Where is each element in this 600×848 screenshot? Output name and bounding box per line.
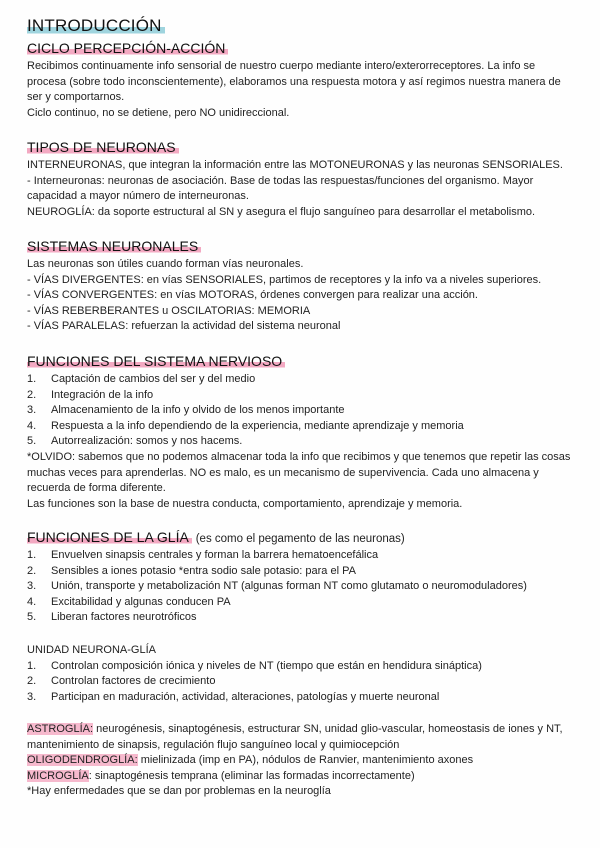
paragraph: Las neuronas son útiles cuando forman vías neuronales.	[27, 258, 304, 270]
paragraph: Las funciones son la base de nuestra conducta, comportamiento, aprendizaje y memoria.	[27, 497, 463, 510]
list-item: 2. Integración de la info	[27, 388, 154, 401]
section-unidad-neurona-glia	[27, 643, 575, 705]
heading-sistemas-neuronales: SISTEMAS NEURONALES	[27, 237, 201, 255]
section-sistemas-body	[27, 257, 575, 335]
heading-ciclo: CICLO PERCEPCIÓN-ACCIÓN	[27, 39, 228, 57]
astroglia-label: ASTROGLÍA:	[27, 723, 94, 735]
paragraph: Ciclo continuo, no se detiene, pero NO unidireccional.	[27, 106, 290, 119]
paragraph: *OLVIDO: sabemos que no podemos almacenar toda la info que recibimos y que tenemos que repetir las cosas muchas veces para aprenderlas. NO es malo, es un mecanismo de supervivencia. Cada uno almacena y recuerda de forma diferente.	[27, 450, 571, 495]
paragraph: Recibimos continuamente info sensorial de nuestro cuerpo mediante intero/exterorreceptores. La info se procesa (sobre todo inconscientemente), elaboramos una respuesta motora y así regimos nuestra manera de ser y comportarnos.	[27, 60, 561, 104]
subheading-unidad: UNIDAD NEURONA-GLÍA	[27, 644, 156, 656]
heading-funciones-glia: FUNCIONES DE LA GLÍA (es como el pegamento de las neuronas)	[27, 529, 405, 545]
list-item: 2. Controlan factores de crecimiento	[27, 675, 216, 688]
section-funciones-glia-body	[27, 548, 575, 626]
section-ciclo-body	[27, 59, 575, 121]
numbered-list	[27, 659, 575, 706]
list-item: 1. Captación de cambios del ser y del medio	[27, 373, 256, 385]
list-item: 4. Excitabilidad y algunas conducen PA	[27, 595, 231, 608]
list-item: 3. Unión, transporte y metabolización NT (algunas forman NT como glutamato o neuromoduladores)	[27, 580, 527, 593]
section-tipos-body	[27, 158, 575, 220]
paragraph-astroglia: ASTROGLÍA: neurogénesis, sinaptogénesis, estructurar SN, unidad glio-vascular, homeostasis de iones y NT, mantenimiento de sinapsis, regulación flujo sanguíneo local y quimiocepción	[27, 723, 563, 751]
list-item: 5. Autorrealización: somos y nos hacems.	[27, 435, 243, 448]
heading-tipos-neuronas: TIPOS DE NEURONAS	[27, 138, 179, 156]
list-item: 2. Sensibles a iones potasio *entra sodio sale potasio: para el PA	[27, 564, 356, 577]
list-item: 3. Participan en maduración, actividad, alteraciones, patologías y muerte neuronal	[27, 690, 440, 703]
paragraph: - VÍAS DIVERGENTES: en vías SENSORIALES, partimos de receptores y la info va a niveles superiores.	[27, 273, 542, 286]
list-item: 5. Liberan factores neurotróficos	[27, 611, 197, 624]
paragraph-microglia: MICROGLÍA: sinaptogénesis temprana (eliminar las formadas incorrectamente)	[27, 769, 415, 782]
section-tipos-glia	[27, 722, 575, 800]
oligodendroglia-label: OLIGODENDROGLÍA:	[27, 754, 138, 767]
paragraph-note: *Hay enfermedades que se dan por problemas en la neuroglía	[27, 785, 331, 798]
paragraph: - VÍAS REBERBERANTES u OSCILATORIAS: MEMORIA	[27, 304, 311, 317]
paragraph: - VÍAS PARALELAS: refuerzan la actividad del sistema neuronal	[27, 320, 341, 333]
list-item: 1. Controlan composición iónica y niveles de NT (tiempo que están en hendidura sináptica)	[27, 659, 482, 672]
section-funciones-sn-body	[27, 372, 575, 512]
list-item: 4. Respuesta a la info dependiendo de la experiencia, mediante aprendizaje y memoria	[27, 419, 464, 432]
numbered-list	[27, 548, 575, 626]
list-item: 3. Almacenamiento de la info y olvido de los menos importante	[27, 404, 345, 417]
heading-funciones-sn: FUNCIONES DEL SISTEMA NERVIOSO	[27, 352, 285, 370]
paragraph: - VÍAS CONVERGENTES: en vías MOTORAS, órdenes convergen para realizar una acción.	[27, 289, 478, 302]
paragraph: INTERNEURONAS, que integran la información entre las MOTONEURONAS y las neuronas SENSORIALES.	[27, 159, 563, 171]
heading-note: (es como el pegamento de las neuronas)	[195, 533, 405, 545]
list-item: 1. Envuelven sinapsis centrales y forman la barrera hematoencefálica	[27, 549, 379, 561]
page-title: INTRODUCCIÓN	[27, 15, 165, 37]
microglia-label: MICROGLÍA	[27, 769, 89, 782]
paragraph-oligodendroglia: OLIGODENDROGLÍA: mielinizada (imp en PA), nódulos de Ranvier, mantenimiento axones	[27, 754, 474, 767]
numbered-list	[27, 372, 575, 450]
paragraph: NEUROGLÍA: da soporte estructural al SN y asegura el flujo sanguíneo para desarrollar el metabolismo.	[27, 205, 536, 218]
paragraph: - Interneuronas: neuronas de asociación. Base de todas las respuestas/funciones del organismo. Mayor capacidad a mayor número de interneuronas.	[27, 174, 534, 203]
